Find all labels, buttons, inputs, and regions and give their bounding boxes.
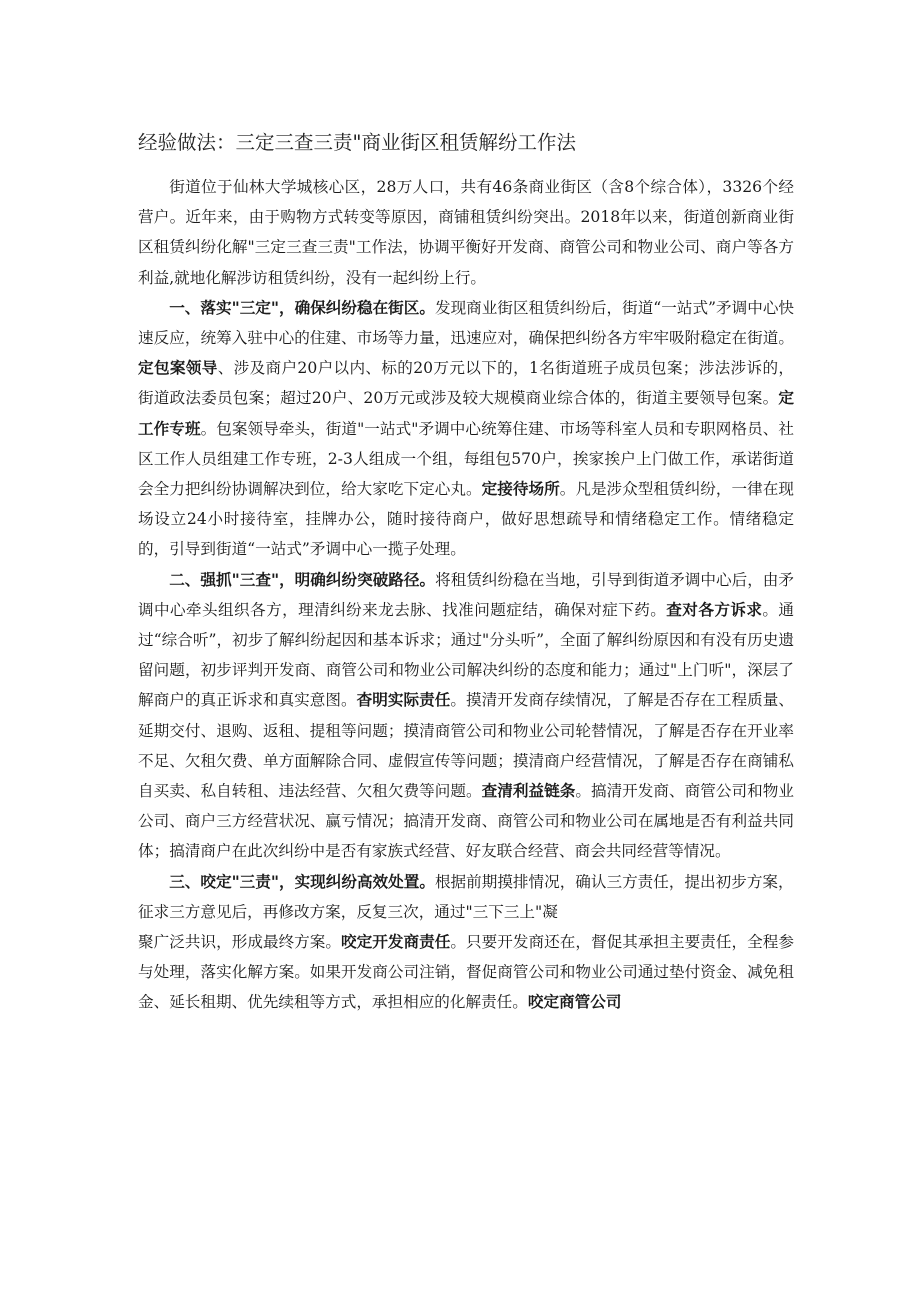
body-text: 聚广泛共识，形成最终方案。: [138, 933, 342, 952]
bold-heading-text: 咬定商管公司: [527, 993, 622, 1012]
bold-heading-text: 杳明实际责任: [356, 691, 451, 710]
bold-heading-text: 咬定开发商责任: [341, 933, 451, 952]
body-text: 将租赁纠纷稳在当地，引导到街道矛调中心后，由矛调中心牵头组织各方，理清纠纷来龙去脉、找准问题症结，确保对症下药。: [138, 570, 794, 619]
body-text: 。包案领导牵头，街道"一站式"矛调中心统筹住建、市场等科室人员和专职网格员、社区工作人员组建工作专班，2-3人组成一个组，每组包570户，挨家挨户上门做工作，承诺街道会全力把纠纷协调解决到位，给大家吃下定心丸。: [138, 419, 794, 499]
bold-heading-text: 定工作专班: [138, 389, 794, 438]
body-text: 、涉及商户20户以内、标的20万元以下的，1名街道班子成员包案；涉法涉诉的，街道政法委员包案；超过20户、20万元或涉及较大规模商业综合体的，街道主要领导包案。: [138, 359, 794, 408]
bold-heading-text: 定包案领导: [138, 359, 218, 378]
paragraph-section-3-cont: [138, 927, 794, 1018]
bold-heading-text: 一、落实"三定"，确保纠纷稳在街区。: [169, 298, 435, 317]
bold-heading-text: 三、咬定"三责"，实现纠纷高效处置。: [169, 872, 435, 891]
bold-heading-text: 定接待场所: [481, 480, 560, 499]
body-text: 。搞清开发商、商管公司和物业公司、商户三方经营状况、赢亏情况；搞清开发商、商管公司和物业公司在属地是否有利益共同体；搞清商户在此次纠纷中是否有家族式经营、好友联合经营、商会共同经营等情况。: [138, 782, 794, 861]
paragraph-section-3-head: [138, 867, 794, 927]
document-page: [138, 128, 794, 1018]
bold-heading-text: 查清利益链条: [481, 782, 576, 801]
body-text: 。只要开发商还在，督促其承担主要责任，全程参与处理，落实化解方案。如果开发商公司注销，督促商管公司和物业公司通过垫付资金、减免租金、延长租期、优先续租等方式，承担相应的化解责任。: [138, 933, 794, 1012]
bold-heading-text: 查对各方诉求: [666, 600, 763, 619]
body-text: 根据前期摸排情况，确认三方责任，提出初步方案，征求三方意见后，再修改方案，反复三次，通过"三下三上"凝: [138, 872, 794, 921]
document-body: [138, 172, 794, 1018]
body-text: 发现商业街区租赁纠纷后，街道“一站式”矛调中心快速反应，统筹入驻中心的住建、市场等力量，迅速应对，确保把纠纷各方牢牢吸附稳定在街道。: [138, 298, 795, 348]
body-text: 。通过“综合听”，初步了解纠纷起因和基本诉求；通过"分头听”，全面了解纠纷原因和有没有历史遗留问题，初步评判开发商、商管公司和物业公司解决纠纷的态度和能力；通过"上门听"，深层了解商户的真正诉求和真实意图。: [138, 600, 794, 710]
paragraph-section-1: [138, 293, 794, 565]
bold-heading-text: 二、强抓"三查"，明确纠纷突破路径。: [169, 570, 436, 589]
document-title: 经验做法：三定三查三责"商业街区租赁解纷工作法: [138, 131, 576, 154]
body-text: 。摸清开发商存续情况，了解是否存在工程质量、延期交付、退购、返租、提租等问题；摸清商管公司和物业公司轮替情况，了解是否存在开业率不足、欠租欠费、单方面解除合同、虚假宣传等问题；摸清商户经营情况，了解是否存在商铺私自买卖、私自转租、违法经营、欠租欠费等问题。: [138, 691, 794, 801]
body-text: 街道位于仙林大学城核心区，28万人口，共有46条商业街区（含8个综合体），3326个经营户。近年来，由于购物方式转变等原因，商铺租赁纠纷突出。2018年以来，街道创新商业街区租赁纠纷化解"三定三查三责"工作法，协调平衡好开发商、商管公司和物业公司、商户等各方利益,就地化解涉访租赁纠纷，没有一起纠纷上行。: [138, 178, 794, 287]
body-text: 。凡是涉众型租赁纠纷，一律在现场设立24小时接待室，挂牌办公，随时接待商户，做好思想疏导和情绪稳定工作。情绪稳定的，引导到街道“一站式”矛调中心一揽子处理。: [138, 480, 794, 559]
paragraph-intro: [138, 172, 794, 293]
paragraph-section-2: [138, 565, 794, 867]
